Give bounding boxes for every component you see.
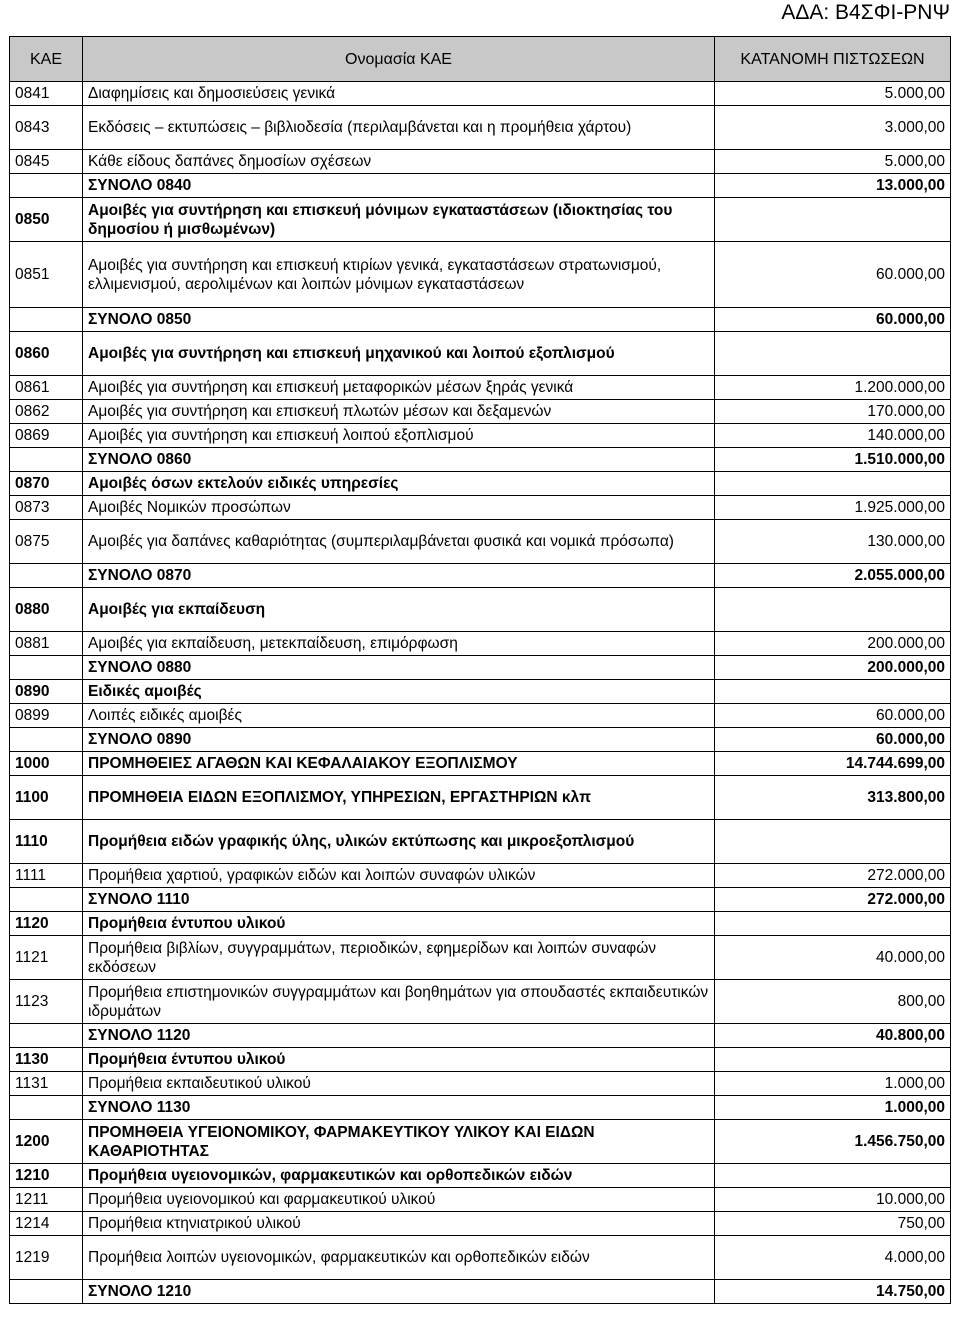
group-row — [10, 1048, 951, 1072]
total-amount: 40.800,00 — [715, 1024, 951, 1048]
kae-name: Προμήθεια εκπαιδευτικού υλικού — [83, 1072, 715, 1096]
table-row — [10, 704, 951, 728]
group-row — [10, 198, 951, 242]
total-amount: 2.055.000,00 — [715, 564, 951, 588]
kae-code: 1120 — [10, 912, 83, 936]
kae-name: Προμήθεια χαρτιού, γραφικών ειδών και λοιπών συναφών υλικών — [83, 864, 715, 888]
kae-name: Προμήθεια κτηνιατρικού υλικού — [83, 1212, 715, 1236]
allocation-amount — [715, 912, 951, 936]
total-amount: 1.510.000,00 — [715, 448, 951, 472]
table-row — [10, 632, 951, 656]
total-label: ΣΥΝΟΛΟ 1130 — [83, 1096, 715, 1120]
table-row — [10, 936, 951, 980]
kae-code: 1121 — [10, 936, 83, 980]
kae-code: 0880 — [10, 588, 83, 632]
total-amount: 60.000,00 — [715, 728, 951, 752]
total-row — [10, 564, 951, 588]
kae-code: 1130 — [10, 1048, 83, 1072]
allocation-amount: 3.000,00 — [715, 106, 951, 150]
allocation-amount — [715, 1164, 951, 1188]
total-amount: 14.750,00 — [715, 1280, 951, 1304]
kae-name: ΠΡΟΜΗΘΕΙΕΣ ΑΓΑΘΩΝ ΚΑΙ ΚΕΦΑΛΑΙΑΚΟΥ ΕΞΟΠΛΙΣΜΟΥ — [83, 752, 715, 776]
kae-code: 1100 — [10, 776, 83, 820]
allocation-amount: 1.925.000,00 — [715, 496, 951, 520]
allocation-amount — [715, 472, 951, 496]
total-row — [10, 308, 951, 332]
allocation-amount — [715, 332, 951, 376]
allocation-amount: 170.000,00 — [715, 400, 951, 424]
group-row — [10, 472, 951, 496]
kae-name: Αμοιβές για εκπαίδευση, μετεκπαίδευση, επιμόρφωση — [83, 632, 715, 656]
total-code-cell — [10, 656, 83, 680]
kae-code: 1123 — [10, 980, 83, 1024]
allocation-amount — [715, 820, 951, 864]
group-row — [10, 820, 951, 864]
kae-code: 0899 — [10, 704, 83, 728]
group-row — [10, 332, 951, 376]
total-amount: 272.000,00 — [715, 888, 951, 912]
total-row — [10, 174, 951, 198]
group-row — [10, 588, 951, 632]
allocation-amount: 750,00 — [715, 1212, 951, 1236]
total-label: ΣΥΝΟΛΟ 1120 — [83, 1024, 715, 1048]
kae-code: 1211 — [10, 1188, 83, 1212]
kae-code: 0843 — [10, 106, 83, 150]
total-code-cell — [10, 308, 83, 332]
total-amount: 13.000,00 — [715, 174, 951, 198]
kae-name: Αμοιβές όσων εκτελούν ειδικές υπηρεσίες — [83, 472, 715, 496]
allocation-amount: 1.200.000,00 — [715, 376, 951, 400]
kae-name: Λοιπές ειδικές αμοιβές — [83, 704, 715, 728]
group-row — [10, 1120, 951, 1164]
group-row — [10, 776, 951, 820]
table-header-row — [10, 37, 951, 82]
kae-name: Προμήθεια ειδών γραφικής ύλης, υλικών εκτύπωσης και μικροεξοπλισμού — [83, 820, 715, 864]
allocation-amount: 800,00 — [715, 980, 951, 1024]
allocation-amount: 60.000,00 — [715, 242, 951, 308]
kae-code: 0890 — [10, 680, 83, 704]
total-row — [10, 728, 951, 752]
total-label: ΣΥΝΟΛΟ 1110 — [83, 888, 715, 912]
header-amount: ΚΑΤΑΝΟΜΗ ΠΙΣΤΩΣΕΩΝ — [715, 37, 951, 82]
kae-code: 0870 — [10, 472, 83, 496]
total-row — [10, 1024, 951, 1048]
table-row — [10, 82, 951, 106]
kae-code: 0873 — [10, 496, 83, 520]
total-row — [10, 888, 951, 912]
allocation-amount — [715, 1048, 951, 1072]
table-row — [10, 520, 951, 564]
kae-name: Προμήθεια υγειονομικών, φαρμακευτικών και ορθοπεδικών ειδών — [83, 1164, 715, 1188]
allocation-amount: 4.000,00 — [715, 1236, 951, 1280]
kae-name: Αμοιβές για εκπαίδευση — [83, 588, 715, 632]
kae-code: 1210 — [10, 1164, 83, 1188]
table-row — [10, 1212, 951, 1236]
allocation-amount: 140.000,00 — [715, 424, 951, 448]
group-row — [10, 1164, 951, 1188]
total-code-cell — [10, 448, 83, 472]
kae-code: 0860 — [10, 332, 83, 376]
total-row — [10, 656, 951, 680]
kae-name: Αμοιβές για συντήρηση και επισκευή κτιρίων γενικά, εγκαταστάσεων στρατωνισμού, ελλιμενισμού, αερολιμένων και λοιπών μόνιμων εγκαταστάσεων — [83, 242, 715, 308]
total-code-cell — [10, 564, 83, 588]
kae-name: Αμοιβές για συντήρηση και επισκευή λοιπού εξοπλισμού — [83, 424, 715, 448]
kae-name: ΠΡΟΜΗΘΕΙΑ ΥΓΕΙΟΝΟΜΙΚΟΥ, ΦΑΡΜΑΚΕΥΤΙΚΟΥ ΥΛΙΚΟΥ ΚΑΙ ΕΙΔΩΝ ΚΑΘΑΡΙΟΤΗΤΑΣ — [83, 1120, 715, 1164]
allocation-amount: 130.000,00 — [715, 520, 951, 564]
kae-code: 1131 — [10, 1072, 83, 1096]
kae-code: 1111 — [10, 864, 83, 888]
allocation-amount: 10.000,00 — [715, 1188, 951, 1212]
kae-name: Διαφημίσεις και δημοσιεύσεις γενικά — [83, 82, 715, 106]
kae-name: Εκδόσεις – εκτυπώσεις – βιβλιοδεσία (περιλαμβάνεται και η προμήθεια χάρτου) — [83, 106, 715, 150]
table-row — [10, 1072, 951, 1096]
table-row — [10, 864, 951, 888]
total-row — [10, 448, 951, 472]
table-body — [10, 82, 951, 1304]
ada-code: ΑΔΑ: Β4ΣΦΙ-ΡΝΨ — [781, 1, 950, 24]
allocation-amount: 1.456.750,00 — [715, 1120, 951, 1164]
kae-name: Αμοιβές για συντήρηση και επισκευή μηχανικού και λοιπού εξοπλισμού — [83, 332, 715, 376]
header-code: ΚΑΕ — [10, 37, 83, 82]
kae-code: 0850 — [10, 198, 83, 242]
allocation-amount: 5.000,00 — [715, 82, 951, 106]
total-amount: 200.000,00 — [715, 656, 951, 680]
allocation-amount: 60.000,00 — [715, 704, 951, 728]
table-row — [10, 1236, 951, 1280]
kae-code: 0875 — [10, 520, 83, 564]
budget-allocation-table — [9, 36, 951, 1304]
total-label: ΣΥΝΟΛΟ 0840 — [83, 174, 715, 198]
kae-code: 1214 — [10, 1212, 83, 1236]
allocation-amount: 1.000,00 — [715, 1072, 951, 1096]
table-row — [10, 376, 951, 400]
allocation-amount — [715, 680, 951, 704]
total-label: ΣΥΝΟΛΟ 0850 — [83, 308, 715, 332]
kae-code: 1000 — [10, 752, 83, 776]
total-label: ΣΥΝΟΛΟ 0890 — [83, 728, 715, 752]
kae-code: 1110 — [10, 820, 83, 864]
allocation-amount: 313.800,00 — [715, 776, 951, 820]
kae-code: 1219 — [10, 1236, 83, 1280]
kae-name: Αμοιβές για συντήρηση και επισκευή πλωτών μέσων και δεξαμενών — [83, 400, 715, 424]
total-amount: 60.000,00 — [715, 308, 951, 332]
table-row — [10, 106, 951, 150]
table-row — [10, 496, 951, 520]
allocation-amount: 272.000,00 — [715, 864, 951, 888]
kae-name: Αμοιβές για δαπάνες καθαριότητας (συμπεριλαμβάνεται φυσικά και νομικά πρόσωπα) — [83, 520, 715, 564]
table-row — [10, 400, 951, 424]
total-code-cell — [10, 888, 83, 912]
table-row — [10, 242, 951, 308]
kae-code: 0861 — [10, 376, 83, 400]
kae-name: ΠΡΟΜΗΘΕΙΑ ΕΙΔΩΝ ΕΞΟΠΛΙΣΜΟΥ, ΥΠΗΡΕΣΙΩΝ, ΕΡΓΑΣΤΗΡΙΩΝ κλπ — [83, 776, 715, 820]
total-row — [10, 1280, 951, 1304]
total-code-cell — [10, 1096, 83, 1120]
kae-code: 0869 — [10, 424, 83, 448]
allocation-amount: 14.744.699,00 — [715, 752, 951, 776]
total-code-cell — [10, 1024, 83, 1048]
kae-code: 0881 — [10, 632, 83, 656]
allocation-amount — [715, 198, 951, 242]
kae-code: 0851 — [10, 242, 83, 308]
kae-code: 0862 — [10, 400, 83, 424]
kae-name: Ειδικές αμοιβές — [83, 680, 715, 704]
table-row — [10, 1188, 951, 1212]
group-row — [10, 912, 951, 936]
total-code-cell — [10, 174, 83, 198]
kae-name: Αμοιβές Νομικών προσώπων — [83, 496, 715, 520]
kae-code: 1200 — [10, 1120, 83, 1164]
allocation-amount: 5.000,00 — [715, 150, 951, 174]
allocation-amount: 40.000,00 — [715, 936, 951, 980]
table-row — [10, 150, 951, 174]
kae-name: Κάθε είδους δαπάνες δημοσίων σχέσεων — [83, 150, 715, 174]
kae-code: 0845 — [10, 150, 83, 174]
table-row — [10, 980, 951, 1024]
total-label: ΣΥΝΟΛΟ 0860 — [83, 448, 715, 472]
kae-name: Αμοιβές για συντήρηση και επισκευή μεταφορικών μέσων ξηράς γενικά — [83, 376, 715, 400]
total-row — [10, 1096, 951, 1120]
kae-name: Προμήθεια υγειονομικού και φαρμακευτικού υλικού — [83, 1188, 715, 1212]
total-label: ΣΥΝΟΛΟ 0880 — [83, 656, 715, 680]
kae-name: Προμήθεια λοιπών υγειονομικών, φαρμακευτικών και ορθοπεδικών ειδών — [83, 1236, 715, 1280]
kae-name: Προμήθεια βιβλίων, συγγραμμάτων, περιοδικών, εφημερίδων και λοιπών συναφών εκδόσεων — [83, 936, 715, 980]
allocation-amount: 200.000,00 — [715, 632, 951, 656]
total-amount: 1.000,00 — [715, 1096, 951, 1120]
kae-name: Αμοιβές για συντήρηση και επισκευή μόνιμων εγκαταστάσεων (ιδιοκτησίας του δημοσίου ή μισθωμένων) — [83, 198, 715, 242]
kae-name: Προμήθεια έντυπου υλικού — [83, 912, 715, 936]
total-code-cell — [10, 728, 83, 752]
header-name: Ονομασία ΚΑΕ — [83, 37, 715, 82]
kae-code: 0841 — [10, 82, 83, 106]
allocation-amount — [715, 588, 951, 632]
table-row — [10, 424, 951, 448]
total-code-cell — [10, 1280, 83, 1304]
kae-name: Προμήθεια έντυπου υλικού — [83, 1048, 715, 1072]
group-row — [10, 680, 951, 704]
total-label: ΣΥΝΟΛΟ 0870 — [83, 564, 715, 588]
kae-name: Προμήθεια επιστημονικών συγγραμμάτων και βοηθημάτων για σπουδαστές εκπαιδευτικών ιδρυμάτων — [83, 980, 715, 1024]
group-row — [10, 752, 951, 776]
total-label: ΣΥΝΟΛΟ 1210 — [83, 1280, 715, 1304]
